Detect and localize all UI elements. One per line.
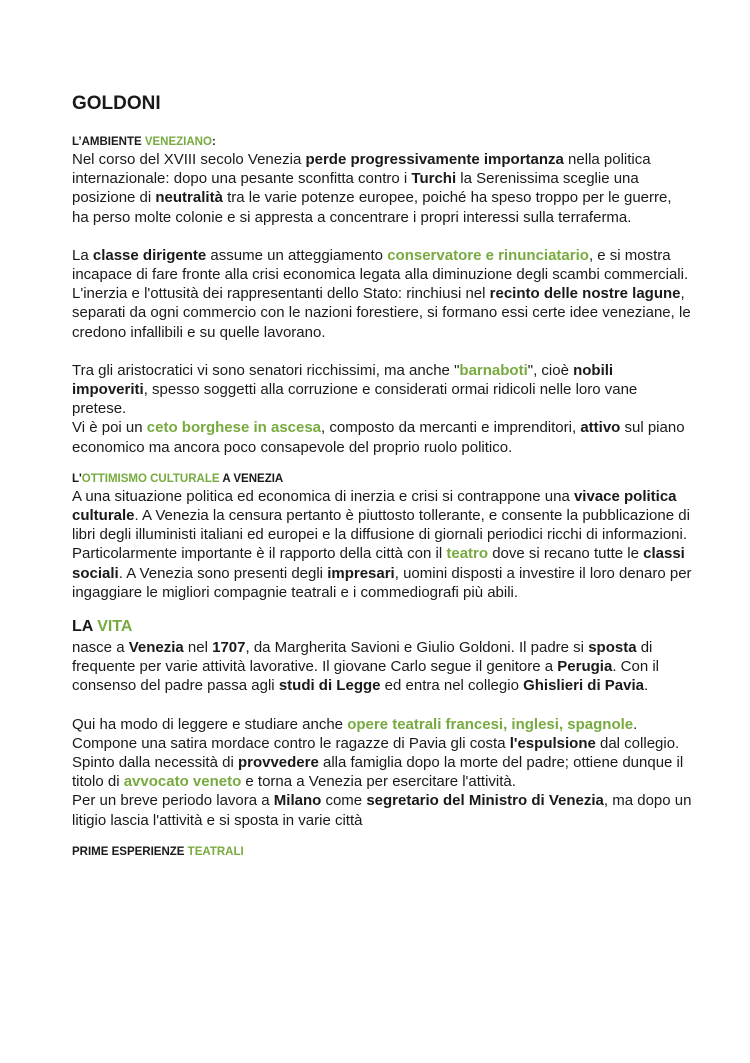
text-run: sul piano economico ma ancora poco consapevole del proprio ruolo politico. xyxy=(72,419,685,456)
text-run: , separati da ogni commercio con le nazioni forestiere, si formano essi certe idee veneziane, le credono infallibili e su quelle lavorano. xyxy=(72,285,691,341)
bold-run: recinto delle nostre lagune xyxy=(489,285,681,303)
text-run: La xyxy=(72,246,93,264)
paragraph-ambiente-2 xyxy=(72,246,692,284)
text-run: la Serenissima sceglie una posizione di xyxy=(72,170,639,207)
green-bold-run: barnaboti xyxy=(459,361,528,379)
text-run: dove si recano tutte le xyxy=(488,545,644,563)
text-run: e torna a Venezia per esercitare l'attività. xyxy=(241,773,516,791)
bold-run: sposta xyxy=(588,639,637,657)
bold-run: studi di Legge xyxy=(278,677,381,695)
bold-run: attivo xyxy=(580,419,621,437)
section-heading-esperienze xyxy=(72,844,692,860)
green-bold-run: conservatore e rinunciatario xyxy=(387,246,589,264)
paragraph-ottimismo-1 xyxy=(72,487,692,545)
bold-run: perde progressivamente importanza xyxy=(305,151,564,168)
heading-text: PRIME ESPERIENZE xyxy=(72,845,188,858)
heading-text: : xyxy=(211,136,216,148)
text-run: dal collegio. xyxy=(595,734,680,752)
green-bold-run: opere teatrali francesi, inglesi, spagnole xyxy=(347,715,634,733)
bold-run: classe dirigente xyxy=(92,246,207,264)
section-heading-vita xyxy=(72,616,692,638)
paragraph-ambiente-5 xyxy=(72,418,692,456)
text-run: . A Venezia sono presenti degli xyxy=(118,564,328,582)
paragraph-vita-2 xyxy=(72,715,692,753)
section-heading-ambiente xyxy=(72,134,692,150)
text-run: . Con il consenso del padre passa agli xyxy=(72,658,659,695)
text-run: nel xyxy=(183,639,213,657)
bold-run: 1707 xyxy=(212,639,246,657)
bold-run: Venezia xyxy=(128,639,184,657)
bold-run: nobili impoveriti xyxy=(72,361,614,399)
green-bold-run: teatro xyxy=(446,545,489,563)
text-run: . Compone una satira mordace contro le ragazze di Pavia gli costa xyxy=(72,715,638,752)
text-run: Tra gli aristocratici vi sono senatori ricchissimi, ma anche " xyxy=(72,361,460,379)
heading-text: A VENEZIA xyxy=(219,472,284,485)
text-run: Vi è poi un xyxy=(72,419,147,437)
text-run: Particolarmente importante è il rapporto della città con il xyxy=(72,545,447,563)
text-run: A una situazione politica ed economica di inerzia e crisi si contrappone una xyxy=(72,487,574,505)
heading-text: L' xyxy=(72,472,82,485)
heading-highlight: OTTIMISMO CULTURALE xyxy=(81,472,220,485)
document-title: GOLDONI xyxy=(72,93,161,114)
text-run: ed entra nel collegio xyxy=(380,677,524,695)
text-run: alla famiglia dopo la morte del padre; ottiene dunque il titolo di xyxy=(72,754,684,791)
text-run: assume un atteggiamento xyxy=(206,246,388,264)
text-run: , spesso soggetti alla corruzione e considerati ormai ridicoli nelle loro vane pretese. xyxy=(72,381,638,418)
paragraph-ambiente-4 xyxy=(72,361,692,419)
heading-text: LA xyxy=(72,618,98,636)
text-run: , ma dopo un litigio lascia l'attività e si sposta in varie città xyxy=(72,792,692,829)
bold-run: Perugia xyxy=(557,658,613,676)
bold-run: Turchi xyxy=(411,170,457,188)
bold-run: impresari xyxy=(327,564,395,582)
green-bold-run: avvocato veneto xyxy=(123,773,242,791)
text-run: come xyxy=(321,792,367,810)
paragraph-vita-3 xyxy=(72,753,692,791)
text-run: tra le varie potenze europee, poiché ha speso troppo per le guerre, ha perso molte colonie e si appresta a concentrare i propri interessi sulla terraferma. xyxy=(72,189,672,226)
green-bold-run: ceto borghese in ascesa xyxy=(146,419,322,437)
heading-highlight: TEATRALI xyxy=(187,845,244,858)
bold-run: Ghislieri di Pavia xyxy=(523,677,644,695)
paragraph-ottimismo-2 xyxy=(72,544,692,602)
text-run: . xyxy=(643,677,649,695)
text-run: . A Venezia la censura pertanto è piuttosto tollerante, e consente la pubblicazione di libri degli illuministi italiani ed europei e la diffusione di giornali periodici ricchi di informazioni. xyxy=(72,507,690,544)
heading-highlight: VITA xyxy=(97,618,133,636)
paragraph-vita-4 xyxy=(72,791,692,829)
text-run: nella politica internazionale: dopo una pesante sconfitta contro i xyxy=(72,151,651,188)
bold-run: vivace politica culturale xyxy=(72,487,677,525)
text-run: Qui ha modo di leggere e studiare anche xyxy=(72,715,348,733)
text-run: , e si mostra incapace di fare fronte alla crisi economica legata alla diminuzione degli scambi commerciali. xyxy=(72,246,689,284)
text-run: Nel corso del XVIII secolo Venezia xyxy=(72,151,306,168)
heading-text: L’AMBIENTE xyxy=(72,136,145,148)
text-run: di frequente per varie attività lavorative. Il giovane Carlo segue il genitore a xyxy=(72,639,653,676)
text-run: , uomini disposti a investire il loro denaro per ingaggiare le migliori compagnie teatrali e i commediografi più abili. xyxy=(72,564,692,601)
paragraph-vita-1 xyxy=(72,638,692,696)
heading-highlight: VENEZIANO xyxy=(144,136,212,148)
bold-run: classi sociali xyxy=(72,545,685,582)
text-run: , da Margherita Savioni e Giulio Goldoni. Il padre si xyxy=(245,639,589,657)
text-run: L'inerzia e l'ottusità dei rappresentanti dello Stato: rinchiusi nel xyxy=(72,285,490,303)
bold-run: neutralità xyxy=(155,189,223,207)
bold-run: l'espulsione xyxy=(509,734,596,752)
bold-run: Milano xyxy=(273,792,322,810)
paragraph-ambiente-1 xyxy=(72,150,692,227)
text-run: Per un breve periodo lavora a xyxy=(72,792,274,810)
text-run: nasce a xyxy=(72,639,129,657)
text-run: Spinto dalla necessità di xyxy=(72,754,238,772)
document-page xyxy=(72,92,692,860)
text-run: , composto da mercanti e imprenditori, xyxy=(321,419,581,437)
text-run: ", cioè xyxy=(527,361,574,379)
section-heading-ottimismo xyxy=(72,471,692,487)
paragraph-ambiente-3 xyxy=(72,284,692,342)
bold-run: segretario del Ministro di Venezia xyxy=(366,792,604,810)
bold-run: provvedere xyxy=(237,754,319,772)
